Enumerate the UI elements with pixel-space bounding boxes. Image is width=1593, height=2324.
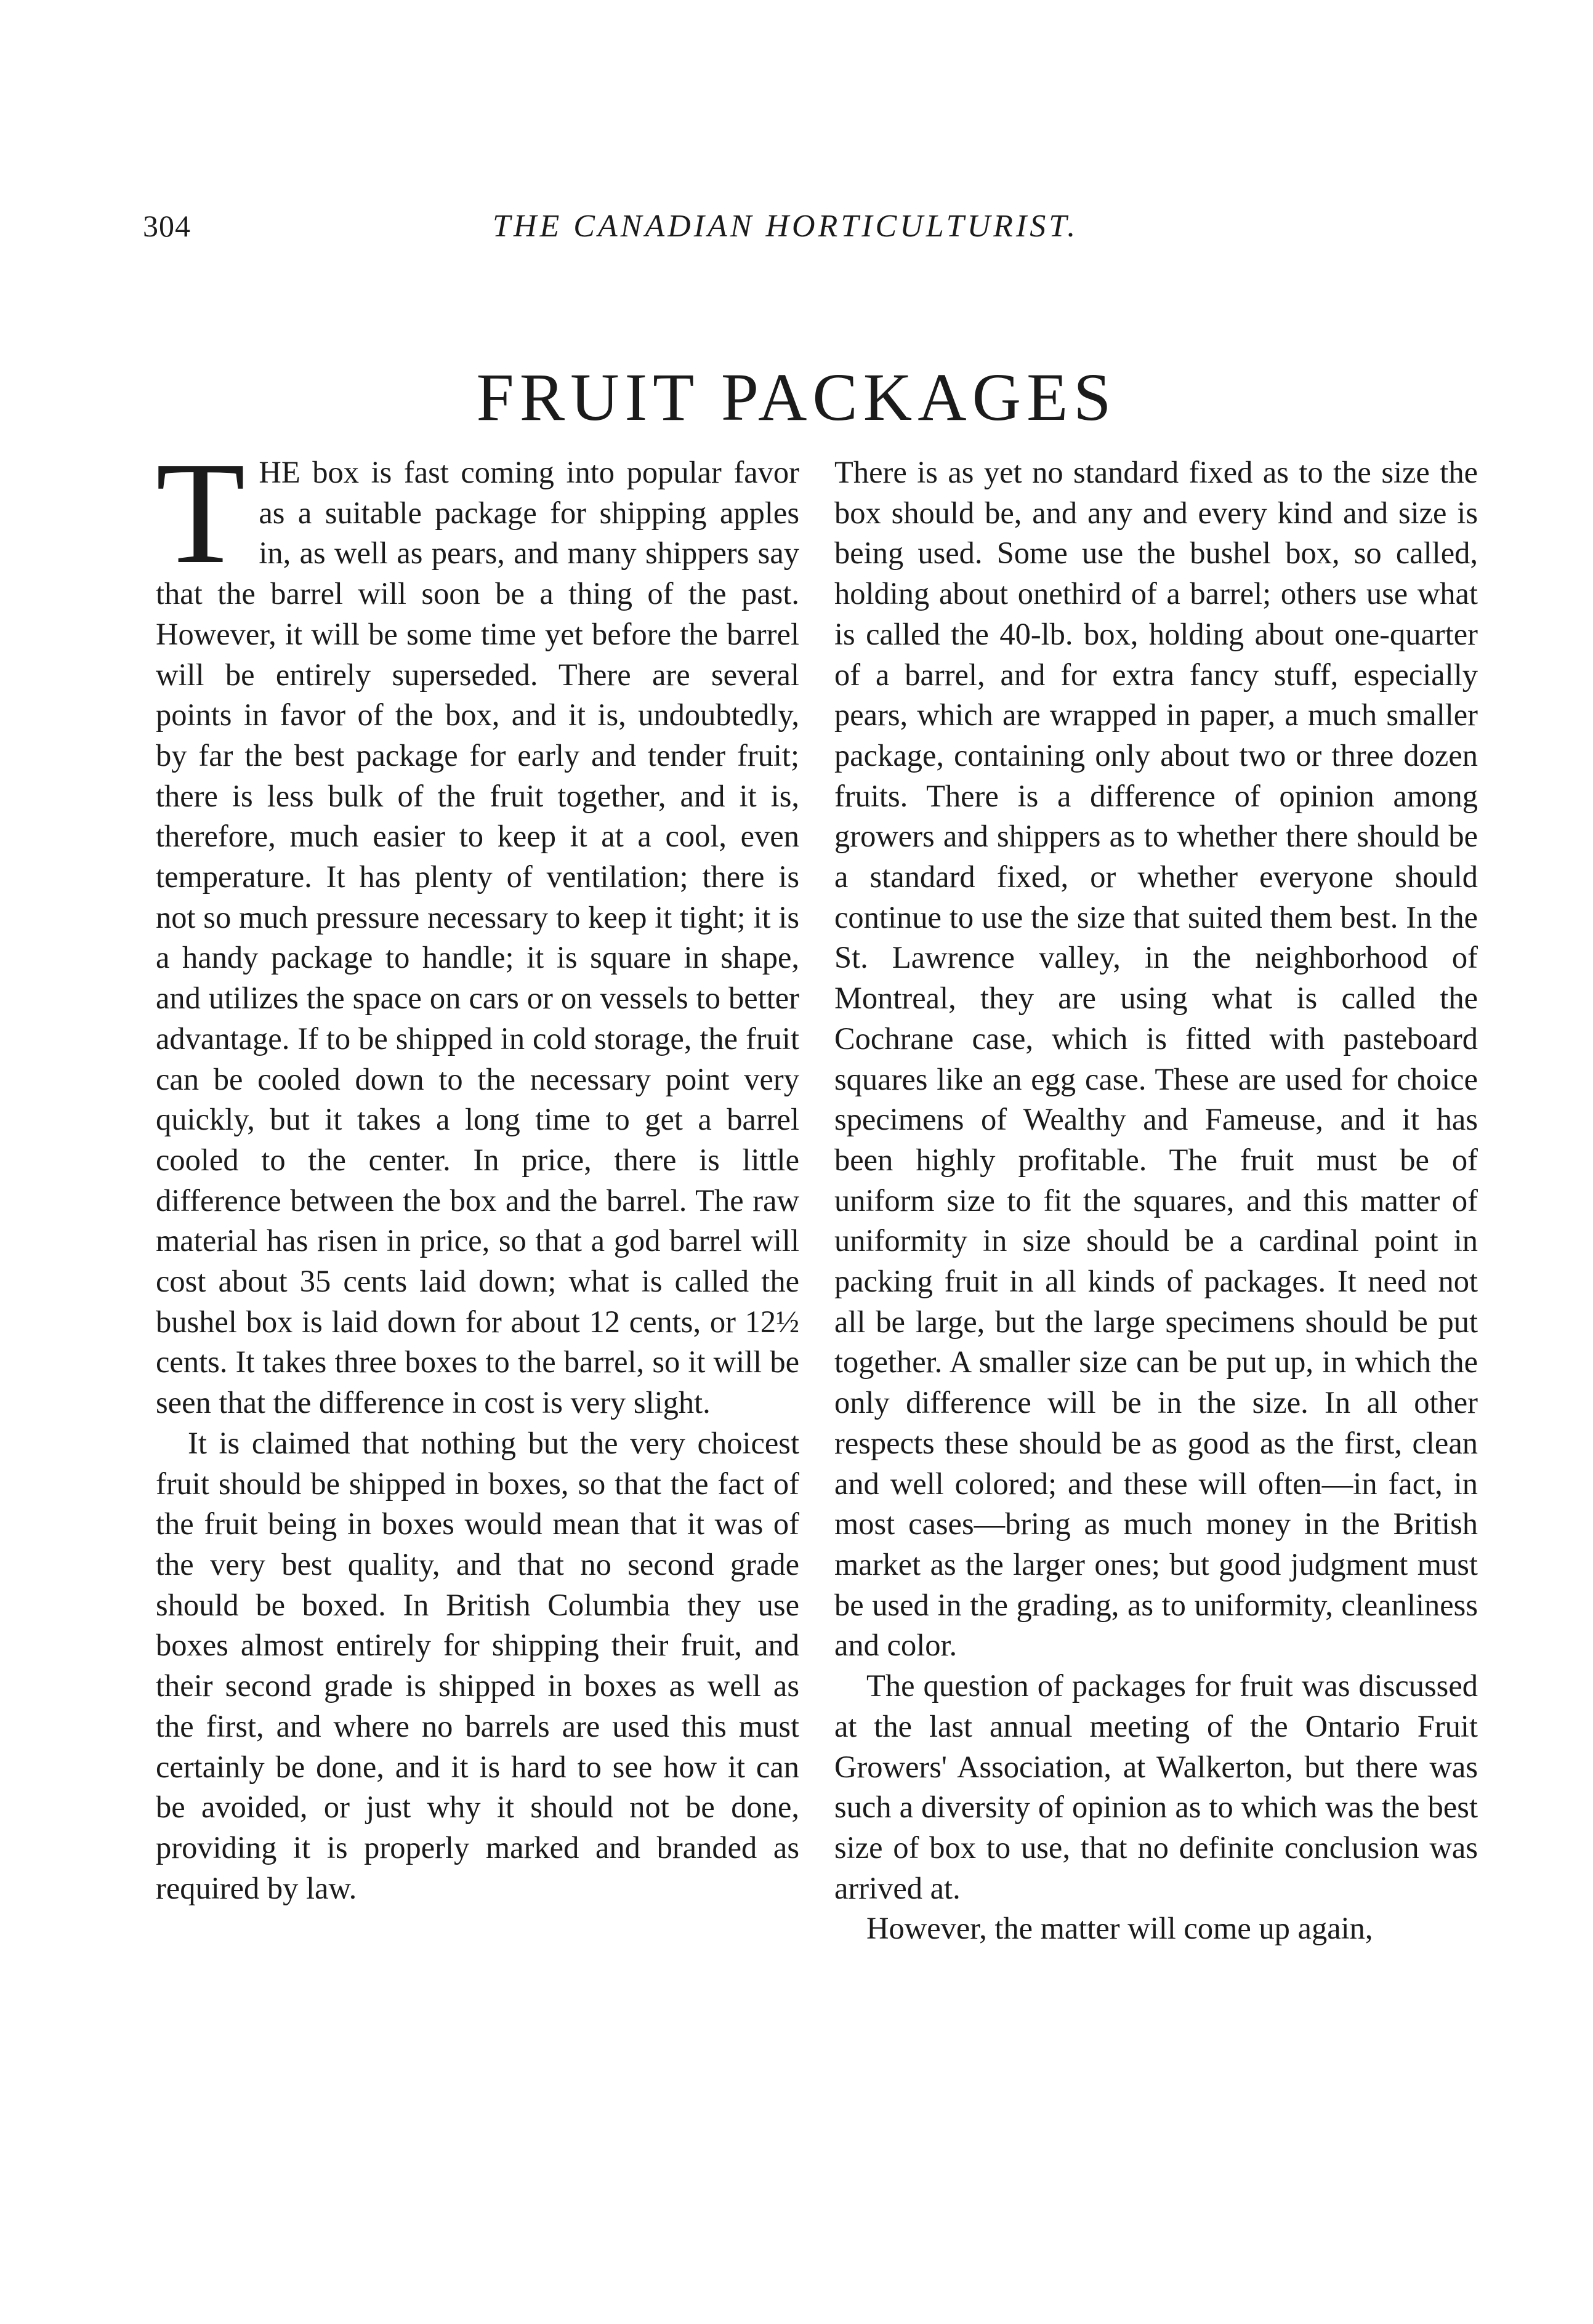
right-paragraph-2: The question of packages for fruit was discussed at the last annual meeting of the Ontario Fruit Growers' Association, at Walkerton, but there was such a diversity of opinion as to which was the best size of box to use, that no definite conclusion was arrived at. <box>834 1668 1478 1905</box>
drop-cap: T <box>156 432 246 594</box>
running-head: THE CANADIAN HORTICULTURIST. <box>493 209 1079 244</box>
right-paragraph-3: However, the matter will come up again, <box>866 1911 1373 1946</box>
article-title: FRUIT PACKAGES <box>476 360 1117 435</box>
page-number: 304 <box>143 209 191 243</box>
right-column <box>834 452 1478 1949</box>
left-paragraph-2: It is claimed that nothing but the very choicest fruit should be shipped in boxes, so that the fact of the fruit being in boxes would mean that it was of the very best quality, and that no second grade should be boxed. In British Columbia they use boxes almost entirely for shipping their fruit, and their second grade is shipped in boxes as well as the first, and where no barrels are used this must certainly be done, and it is hard to see how it can be avoided, or just why it should not be done, providing it is properly marked and branded as required by law. <box>156 1425 799 1905</box>
left-paragraph-1-text: HE box is fast coming into popular favor as a suitable package for shipping apples in, as well as pears, and many shippers say that the barrel will soon be a thing of the past. However, it will be some time yet before the barrel will be entirely superseded. There are several points in favor of the box, and it is, undoubtedly, by far the best package for early and tender fruit; there is less bulk of the fruit together, and it is, therefore, much easier to keep it at a cool, even temperature. It has plenty of ventilation; there is not so much pressure necessary to keep it tight; it is a handy package to handle; it is square in shape, and utilizes the space on cars or on vessels to better advantage. If to be shipped in cold storage, the fruit can be cooled down to the necessary point very quickly, but it takes a long time to get a barrel cooled to the center. In price, there is little difference between the box and the barrel. The raw material has risen in price, so that a god barrel will cost about 35 cents laid down; what is called the bushel box is laid down for about 12 cents, or 12½ cents. It takes three boxes to the barrel, so it will be seen that the difference in cost is very slight. <box>156 455 799 1420</box>
left-paragraph-1 <box>156 432 799 1423</box>
right-paragraph-1: There is as yet no standard fixed as to the size the box should be, and any and every kind and size is being used. Some use the bushel box, so called, holding about onethird of a barrel; others use what is called the 40-lb. box, holding about one-quarter of a barrel, and for extra fancy stuff, especially pears, which are wrapped in paper, a much smaller package, containing only about two or three dozen fruits. There is a difference of opinion among growers and shippers as to whether there should be a standard fixed, or whether everyone should continue to use the size that suited them best. In the St. Lawrence valley, in the neighborhood of Montreal, they are using what is called the Cochrane case, which is fitted with pasteboard squares like an egg case. These are used for choice specimens of Wealthy and Fameuse, and it has been highly profitable. The fruit must be of uniform size to fit the squares, and this matter of uniformity in size should be a cardinal point in packing fruit in all kinds of packages. It need not all be large, but the large specimens should be put together. A smaller size can be put up, in which the only difference will be in the size. In all other respects these should be as good as the first, clean and well colored; and these will often—in fact, in most cases—bring as much money in the British market as the larger ones; but good judgment must be used in the grading, as to uniformity, cleanliness and color. <box>834 455 1478 1663</box>
left-column <box>156 432 799 1908</box>
